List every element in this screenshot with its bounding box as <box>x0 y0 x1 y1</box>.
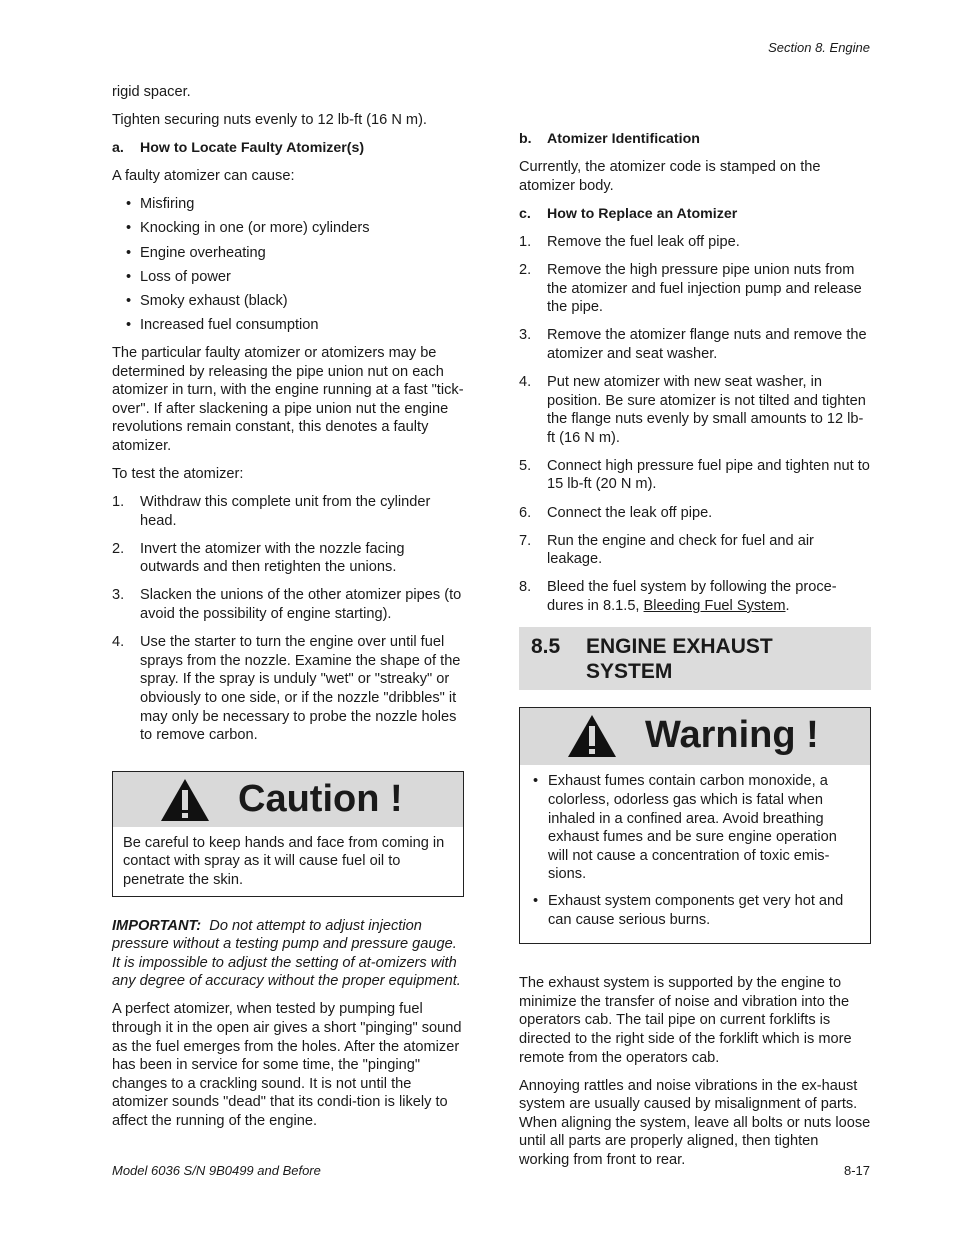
step-item <box>112 586 464 623</box>
right-column <box>519 130 871 1179</box>
step-number: 2. <box>112 540 125 557</box>
step-text: Remove the fuel leak off pipe. <box>547 233 740 250</box>
replace-steps-list <box>519 233 871 616</box>
step-item <box>519 532 871 569</box>
step-text: Run the engine and check for fuel and air leakage. <box>547 532 814 568</box>
important-label: IMPORTANT: <box>112 917 202 934</box>
step-item <box>112 633 464 745</box>
step-number: 6. <box>519 504 532 521</box>
left-column <box>112 83 464 1140</box>
step-item <box>112 493 464 530</box>
section-title: ENGINE EXHAUST SYSTEM <box>586 635 773 684</box>
list-item: • Smoky exhaust (black) <box>112 292 464 311</box>
warning-triangle-icon <box>159 777 211 823</box>
warning-triangle-icon <box>566 713 618 759</box>
step-item <box>519 457 871 494</box>
section-number: 8.5 <box>531 635 561 659</box>
list-item: • Misfiring <box>112 195 464 214</box>
step-text: Use the starter to turn the engine over until fuel sprays from the nozzle. Examine the shape of the spray. If the spray is unduly "wet" or "streaky" or obviously to one side, or if the nozzle "dribbles" it may only be necessary to probe the nozzle holes to remove carbon. <box>140 634 461 744</box>
step-item <box>519 504 871 523</box>
test-steps-list <box>112 493 464 745</box>
step-number: 8. <box>519 579 532 596</box>
subheading-replace <box>519 205 871 224</box>
paragraph-exhaust-support: The exhaust system is supported by the engine to minimize the transfer of noise and vibration into the operators cab. The tail pipe on current forklifts is directed to the right side of the forklift which is more remote from the operators cab. <box>519 975 852 1066</box>
step-number: 1. <box>519 233 532 250</box>
step-item <box>519 261 871 317</box>
paragraph-rattles: Annoying rattles and noise vibrations in the ex-haust system are usually caused by misalignment of parts. When aligning the system, leave all bolts or nuts loose until all parts are properly aligned, then tighten working from front to rear. <box>519 1077 871 1169</box>
step-text: Connect the leak off pipe. <box>547 504 713 521</box>
caution-body: Be careful to keep hands and face from coming in contact with spray as it will cause fuel oil to penetrate the skin. <box>123 834 445 888</box>
warning-title: Warning ! <box>645 714 819 757</box>
subheading-identification <box>519 130 871 149</box>
warning-body <box>520 765 870 943</box>
paragraph-currently: Currently, the atomizer code is stamped on the atomizer body. <box>519 159 821 194</box>
caution-title: Caution ! <box>238 777 403 820</box>
subheading-locate-faulty <box>112 139 464 158</box>
step-text: Withdraw this complete unit from the cylinder head. <box>140 494 431 529</box>
paragraph-perfect-atomizer: A perfect atomizer, when tested by pumping fuel through it in the open air gives a short "pinging" sound as the fuel emerges from the holes. After the atomizer has been in service for some time, the "pinging" changes to a crackling sound. It is not until the atomizer sounds "dead" that its condi-tion is likely to affect the running of the engine. <box>112 1001 462 1129</box>
warning-header <box>520 708 870 765</box>
step-number: 2. <box>519 261 532 278</box>
step-item <box>519 373 871 447</box>
subheading-label: c. <box>519 205 531 222</box>
warning-box <box>519 707 871 944</box>
step-number: 1. <box>112 494 125 511</box>
section-heading-8-5 <box>519 627 871 690</box>
list-item: • Exhaust system components get very hot and can cause serious burns. <box>530 892 860 929</box>
bleeding-fuel-system-link[interactable]: Bleeding Fuel System <box>643 597 786 614</box>
footer-page-number: 8-17 <box>843 1163 870 1178</box>
paragraph-tighten: Tighten securing nuts evenly to 12 lb-ft (16 N m). <box>112 112 427 129</box>
step-item <box>519 233 871 252</box>
step-text: Put new atomizer with new seat washer, in position. Be sure atomizer is not tilted and tighten the flange nuts evenly by small amounts to 12 lb-ft (16 N m). <box>547 373 866 446</box>
step-number: 3. <box>519 327 532 344</box>
list-item: • Loss of power <box>112 268 464 287</box>
step-number: 7. <box>519 532 532 549</box>
paragraph-test-intro: To test the atomizer: <box>112 466 244 482</box>
caution-box <box>112 771 464 897</box>
step-text: Invert the atomizer with the nozzle facing outwards and then retighten the unions. <box>140 540 405 576</box>
subheading-title: Atomizer Identification <box>547 131 700 147</box>
step-number: 4. <box>519 373 532 390</box>
step-text: Slacken the unions of the other atomizer pipes (to avoid the possibility of engine starting). <box>140 587 462 623</box>
list-item: • Increased fuel consumption <box>112 316 464 335</box>
warning-list <box>530 772 860 929</box>
step-text: Bleed the fuel system by following the proce-dures in 8.1.5, <box>547 579 837 614</box>
footer-model: Model 6036 S/N 9B0499 and Before <box>112 1163 321 1178</box>
step-number: 5. <box>519 457 532 474</box>
paragraph-faulty-intro: A faulty atomizer can cause: <box>112 168 295 185</box>
paragraph-particular: The particular faulty atomizer or atomizers may be determined by releasing the pipe union nut on each atomizer in turn, with the engine running at a fast "tick-over". If after slackening a pipe union nut the engine revolutions remain constant, this denotes a faulty atomizer. <box>112 344 464 454</box>
step-text: Connect high pressure fuel pipe and tighten nut to 15 lb-ft (20 N m). <box>547 457 870 493</box>
step-number: 3. <box>112 587 125 604</box>
subheading-title: How to Locate Faulty Atomizer(s) <box>140 140 365 157</box>
important-note <box>112 917 464 991</box>
step-number: 4. <box>112 634 125 651</box>
subheading-label: a. <box>112 140 124 157</box>
faulty-symptoms-list <box>112 195 464 334</box>
step-text-end: . <box>785 597 790 614</box>
step-text: Remove the atomizer flange nuts and remove the atomizer and seat washer. <box>547 327 867 362</box>
list-item: • Knocking in one (or more) cylinders <box>112 219 464 238</box>
step-item <box>519 326 871 363</box>
subheading-label: b. <box>519 131 532 147</box>
list-item: • Engine overheating <box>112 244 464 263</box>
subheading-title: How to Replace an Atomizer <box>547 205 738 222</box>
important-text: Do not attempt to adjust injection pressure without a testing pump and pressure gauge. It is impossible to adjust the setting of at-omizers with any degree of accuracy without the proper equipment. <box>112 917 461 990</box>
step-text: Remove the high pressure pipe union nuts from the atomizer and fuel injection pump and release the pipe. <box>547 261 862 316</box>
list-item: • Exhaust fumes contain carbon monoxide, a colorless, odorless gas which is fatal when inhaled in a confined area. Avoid breathing exhaust fumes and be sure engine operation will not cause a concentration of toxic emis-sions. <box>530 772 860 884</box>
step-item <box>112 540 464 577</box>
caution-header <box>113 772 463 827</box>
step-item <box>519 578 871 615</box>
running-header: Section 8. Engine <box>768 40 870 55</box>
paragraph-spacer: rigid spacer. <box>112 84 191 100</box>
